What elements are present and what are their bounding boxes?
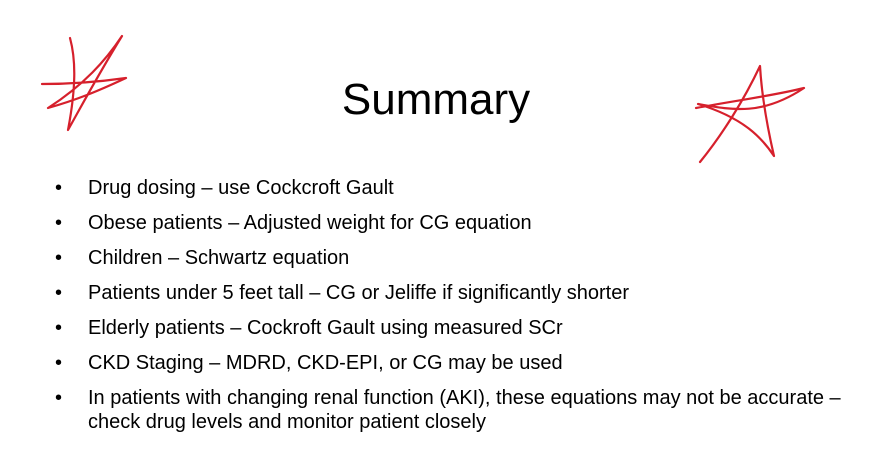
bullet-icon: • — [55, 212, 63, 234]
list-item — [55, 351, 845, 375]
list-item — [55, 316, 845, 340]
bullet-list — [55, 176, 845, 445]
bullet-icon: • — [55, 352, 63, 374]
list-item — [55, 246, 845, 270]
bullet-icon: • — [55, 247, 63, 269]
list-item — [55, 176, 845, 200]
bullet-icon: • — [55, 282, 63, 304]
bullet-text: Obese patients – Adjusted weight for CG equation — [88, 212, 532, 234]
bullet-text: In patients with changing renal function (AKI), these equations may not be accurate – check drug levels and monitor patient closely — [88, 387, 841, 433]
list-item — [55, 211, 845, 235]
bullet-text: Elderly patients – Cockroft Gault using measured SCr — [88, 317, 563, 339]
bullet-text: Patients under 5 feet tall – CG or Jeliffe if significantly shorter — [88, 282, 630, 304]
list-item — [55, 386, 845, 434]
bullet-text: Drug dosing – use Cockcroft Gault — [88, 177, 394, 199]
bullet-icon: • — [55, 317, 63, 339]
page-title: Summary — [341, 75, 531, 124]
bullet-icon: • — [55, 177, 63, 199]
bullet-icon: • — [55, 387, 63, 409]
bullet-text: CKD Staging – MDRD, CKD-EPI, or CG may be used — [88, 352, 563, 374]
bullet-text: Children – Schwartz equation — [88, 247, 350, 269]
list-item — [55, 281, 845, 305]
